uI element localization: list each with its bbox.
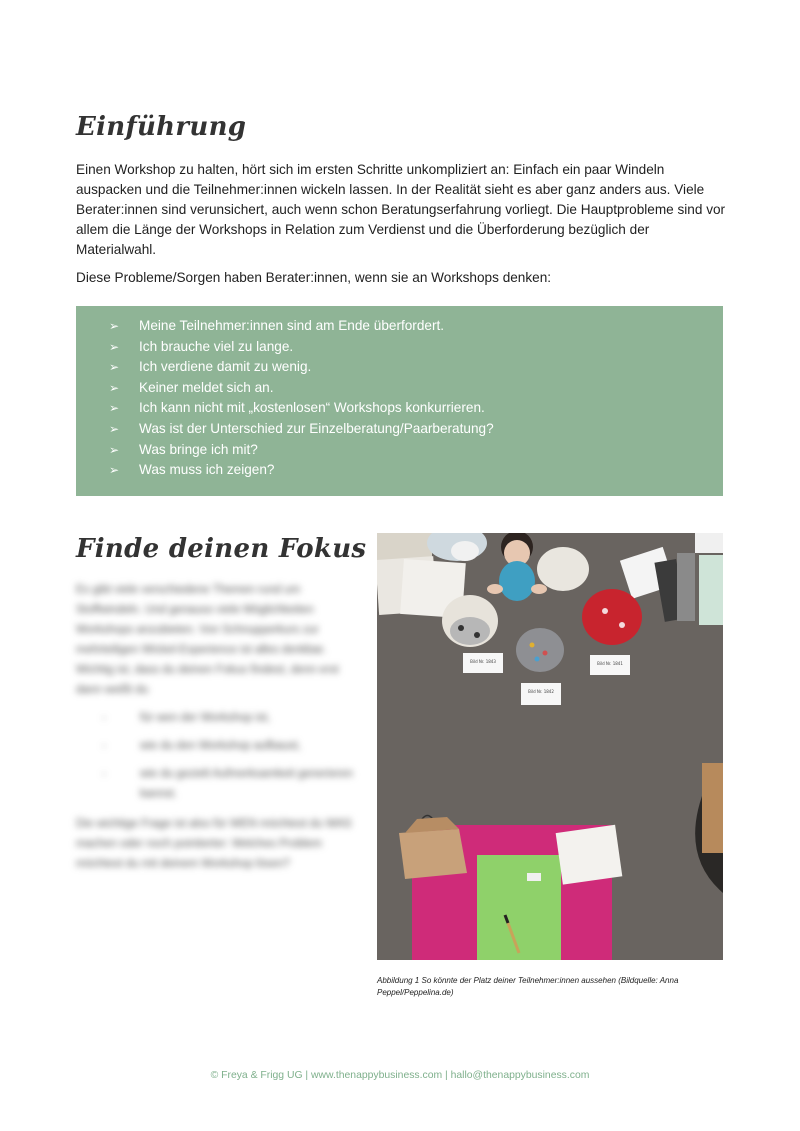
concern-item bbox=[109, 440, 723, 461]
blurred-list-item bbox=[102, 736, 361, 756]
blurred-paragraph: Die wichtige Frage ist also für WEN möchtest du WAS machen oder noch pointierter: Welches Problem möchtest du mit deinem Workshop lösen? bbox=[76, 818, 352, 870]
concern-text: Ich kann nicht mit „kostenlosen“ Workshops konkurrieren. bbox=[139, 400, 485, 416]
concerns-list bbox=[109, 316, 723, 481]
focus-heading: Finde deinen Fokus bbox=[76, 534, 367, 564]
concern-text: Was ist der Unterschied zur Einzelberatung/Paarberatung? bbox=[139, 420, 494, 436]
arrow-bullet-icon: ➢ bbox=[109, 360, 120, 375]
arrow-bullet-icon: ➢ bbox=[109, 442, 120, 457]
arrow-bullet-icon: ➢ bbox=[109, 421, 120, 436]
concerns-box bbox=[76, 306, 723, 496]
concern-item bbox=[109, 357, 723, 378]
blurred-focus-text bbox=[76, 580, 361, 882]
arrow-bullet-icon: ➢ bbox=[109, 380, 120, 395]
concern-text: Meine Teilnehmer:innen sind am Ende überfordert. bbox=[139, 318, 445, 333]
concern-item bbox=[109, 316, 723, 337]
figure-label: Bild Nr. 1842 bbox=[528, 689, 554, 694]
figure-caption: Abbildung 1 So könnte der Platz deiner Teilnehmer:innen aussehen (Bildquelle: Anna Peppel/Peppelina.de) bbox=[377, 976, 679, 997]
intro-lead-paragraph: Diese Probleme/Sorgen haben Berater:innen, wenn sie an Workshops denken: bbox=[76, 270, 552, 285]
blurred-list bbox=[76, 708, 361, 804]
blurred-list-item bbox=[102, 708, 361, 728]
blurred-item-text: für wen der Workshop ist, bbox=[140, 712, 271, 724]
concern-text: Keiner meldet sich an. bbox=[139, 379, 274, 395]
blurred-paragraph: Es gibt viele verschiedene Themen rund um Stoffwindeln. Und genauso viele Möglichkeiten Workshops anzubieten. Von Schnupperkurs zur mehrteiligen Wickel-Experience ist alles denkbar. Wichtig ist, dass du deinen Fokus findest, denn erst dann weißt du bbox=[76, 584, 339, 696]
concern-item bbox=[109, 378, 723, 399]
arrow-bullet-icon: ➢ bbox=[109, 463, 120, 478]
dash-bullet-icon: - bbox=[102, 712, 106, 724]
intro-paragraph: Einen Workshop zu halten, hört sich im ersten Schritte unkompliziert an: Einfach ein paar Windeln auspacken und die Teilnehmer:innen wickeln lassen. In der Realität sieht es aber ganz anders aus. Viele Berater:innen sind verunsichert, auch wenn schon Beratungserfahrung vorliegt. Die Hauptprobleme sind vor allem die Länge der Workshops in Relation zum Verdienst und die Überforderung bezüglich der Materialwahl. bbox=[76, 162, 726, 257]
concern-text: Was muss ich zeigen? bbox=[139, 462, 275, 478]
blurred-item-text: wie du den Workshop aufbaust, bbox=[140, 740, 301, 752]
arrow-bullet-icon: ➢ bbox=[109, 401, 120, 416]
footer: © Freya & Frigg UG | www.thenappybusiness.com | hallo@thenappybusiness.com bbox=[210, 1070, 590, 1081]
concern-item bbox=[109, 337, 723, 358]
arrow-bullet-icon: ➢ bbox=[109, 319, 120, 333]
blurred-item-text: wie du gezielt Aufmerksamkeit generieren kannst. bbox=[140, 768, 353, 800]
intro-text bbox=[76, 160, 726, 296]
concern-item bbox=[109, 419, 723, 440]
workshop-photo bbox=[377, 533, 723, 960]
blurred-list-item bbox=[102, 764, 361, 804]
concern-text: Was bringe ich mit? bbox=[139, 441, 258, 457]
dash-bullet-icon: - bbox=[102, 768, 106, 780]
intro-heading: Einführung bbox=[76, 112, 247, 142]
arrow-bullet-icon: ➢ bbox=[109, 339, 120, 354]
concern-item bbox=[109, 460, 723, 481]
concern-text: Ich brauche viel zu lange. bbox=[139, 338, 294, 354]
figure-label: Bild Nr. 1843 bbox=[470, 659, 496, 664]
figure-label: Bild Nr. 1841 bbox=[597, 661, 623, 666]
dash-bullet-icon: - bbox=[102, 740, 106, 752]
concern-text: Ich verdiene damit zu wenig. bbox=[139, 359, 312, 375]
concern-item bbox=[109, 398, 723, 419]
